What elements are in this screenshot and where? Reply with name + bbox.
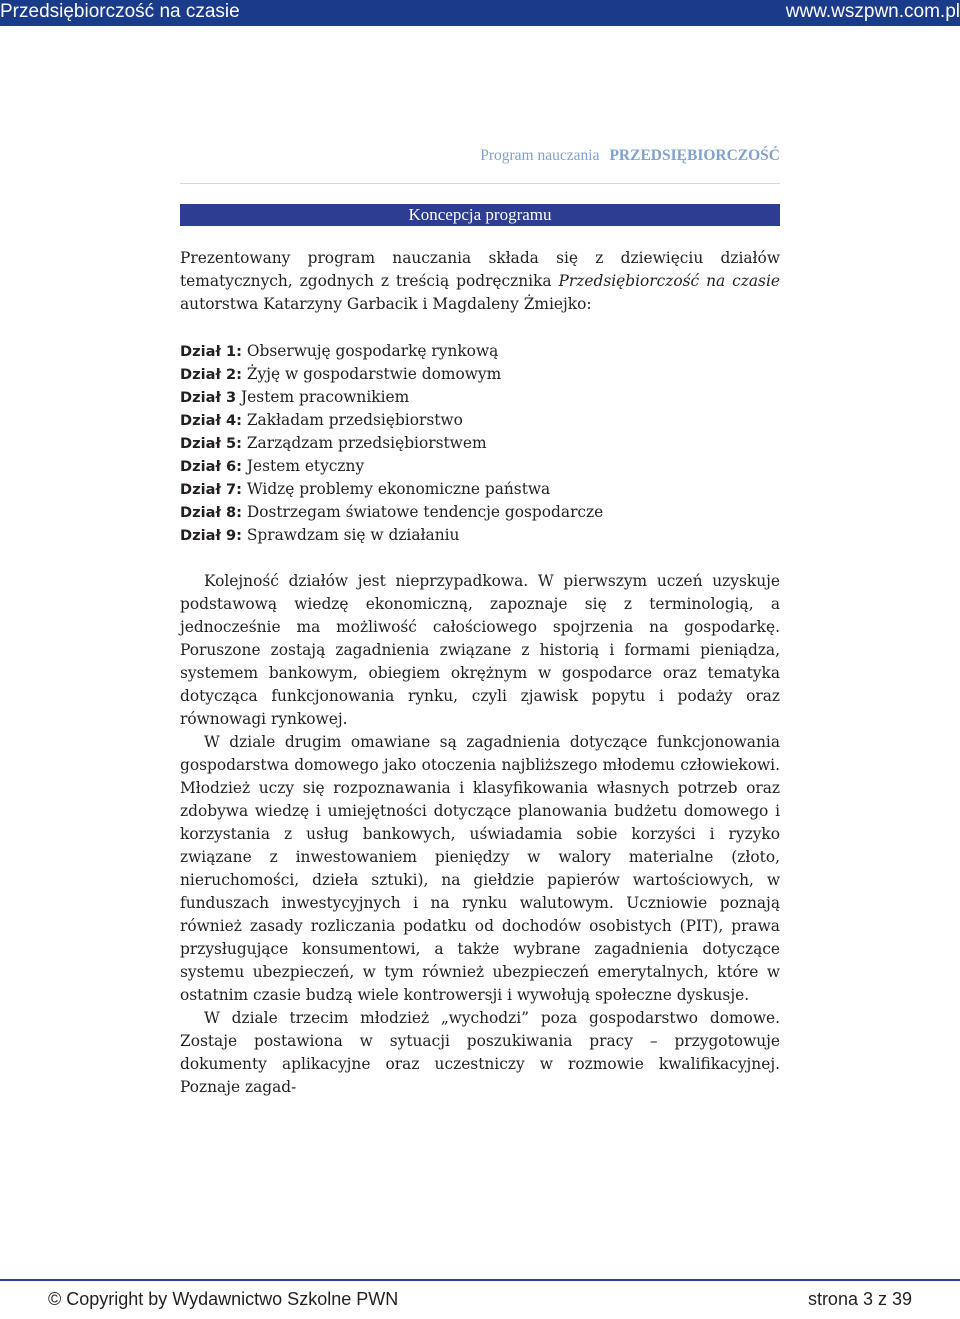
- unit-item: [180, 386, 780, 409]
- body-paragraph-3: W dziale trzecim młodzież „wychodzi” poza gospodarstwo domowe. Zostaje postawiona w sytuacji poszukiwania pracy – przygotowuje dokumenty aplikacyjne oraz uczestniczy w rozmowie kwalifikacyjnej. Poznaje zagad-: [180, 1009, 780, 1096]
- unit-title: Dostrzegam światowe tendencje gospodarcze: [246, 503, 604, 521]
- unit-title: Widzę problemy ekonomiczne państwa: [246, 480, 551, 498]
- unit-title: Zarządzam przedsiębiorstwem: [246, 434, 487, 452]
- section-heading: Koncepcja programu: [180, 204, 780, 226]
- intro-text-end: autorstwa Katarzyny Garbacik i Magdaleny Żmiejko:: [180, 295, 592, 313]
- unit-title: Jestem etyczny: [246, 457, 365, 475]
- unit-label: Dział 1:: [180, 343, 242, 360]
- unit-label: Dział 9:: [180, 527, 242, 544]
- website-link[interactable]: www.wszpwn.com.pl: [785, 1, 960, 22]
- unit-title: Jestem pracownikiem: [241, 388, 410, 406]
- intro-paragraph: [180, 247, 780, 316]
- body-paragraph-2: W dziale drugim omawiane są zagadnienia dotyczące funkcjonowania gospodarstwa domowego jako otoczenia najbliższego młodemu człowiekowi. Młodzież uczy się rozpoznawania i klasyfikowania własnych potrzeb oraz zdobywa wiedzę i umiejętności dotyczące planowania budżetu domowego i korzystania z usług bankowych, uświadamia sobie korzyści i ryzyko związane z inwestowaniem pieniędzy w walory materialne (złoto, nieruchomości, dzieła sztuki), na giełdzie papierów wartościowych, w funduszach inwestycyjnych i na rynku walutowym. Uczniowie poznają również zasady rozliczania podatku od dochodów osobistych (PIT), prawa przysługujące konsumentowi, a także wybrane zagadnienia dotyczące systemu ubezpieczeń, w tym również ubezpieczeń emerytalnych, które w ostatnim czasie budzą wiele kontrowersji i wywołują społeczne dyskusje.: [180, 733, 780, 1004]
- unit-label: Dział 3: [180, 389, 237, 406]
- page-number: strona 3 z 39: [807, 1289, 912, 1309]
- unit-list: [180, 340, 780, 547]
- unit-item: [180, 409, 780, 432]
- unit-label: Dział 5:: [180, 435, 242, 452]
- unit-item: [180, 455, 780, 478]
- unit-label: Dział 4:: [180, 412, 242, 429]
- body-paragraph-1: Kolejność działów jest nieprzypadkowa. W pierwszym uczeń uzyskuje podstawową wiedzę ekonomiczną, zapoznaje się z terminologią, a jednocześnie ma możliwość całościowego spojrzenia na gospodarkę. Poruszone zostają zagadnienia związane z historią i formami pieniądza, systemem bankowym, obiegiem okrężnym w gospodarce oraz tematyka dotycząca funkcjonowania rynku, czyli zjawisk popytu i podaży oraz równowagi rynkowej.: [180, 572, 780, 728]
- page-footer: [0, 1279, 960, 1319]
- unit-item: [180, 340, 780, 363]
- running-head: [180, 147, 780, 173]
- unit-title: Żyję w gospodarstwie domowym: [246, 365, 502, 383]
- unit-item: [180, 501, 780, 524]
- running-head-label: Program nauczania: [480, 147, 600, 164]
- unit-title: Zakładam przedsiębiorstwo: [246, 411, 463, 429]
- running-head-subject: PRZEDSIĘBIORCZOŚĆ: [609, 147, 780, 164]
- intro-text-start: Prezentowany program nauczania składa się z dziewięciu działów tematycznych, zgodnych z treścią podręcznika: [180, 249, 780, 290]
- page-content: [180, 247, 780, 1099]
- header-divider: [180, 183, 780, 184]
- publication-title: Przedsiębiorczość na czasie: [0, 1, 240, 22]
- copyright-notice: © Copyright by Wydawnictwo Szkolne PWN: [48, 1289, 399, 1309]
- unit-item: [180, 478, 780, 501]
- unit-label: Dział 8:: [180, 504, 242, 521]
- unit-item: [180, 432, 780, 455]
- unit-item: [180, 363, 780, 386]
- unit-label: Dział 6:: [180, 458, 242, 475]
- book-title: Przedsiębiorczość na czasie: [558, 272, 780, 290]
- unit-title: Sprawdzam się w działaniu: [246, 526, 460, 544]
- unit-label: Dział 7:: [180, 481, 242, 498]
- unit-item: [180, 524, 780, 547]
- unit-title: Obserwuję gospodarkę rynkową: [246, 342, 499, 360]
- unit-label: Dział 2:: [180, 366, 242, 383]
- top-banner: [0, 0, 960, 26]
